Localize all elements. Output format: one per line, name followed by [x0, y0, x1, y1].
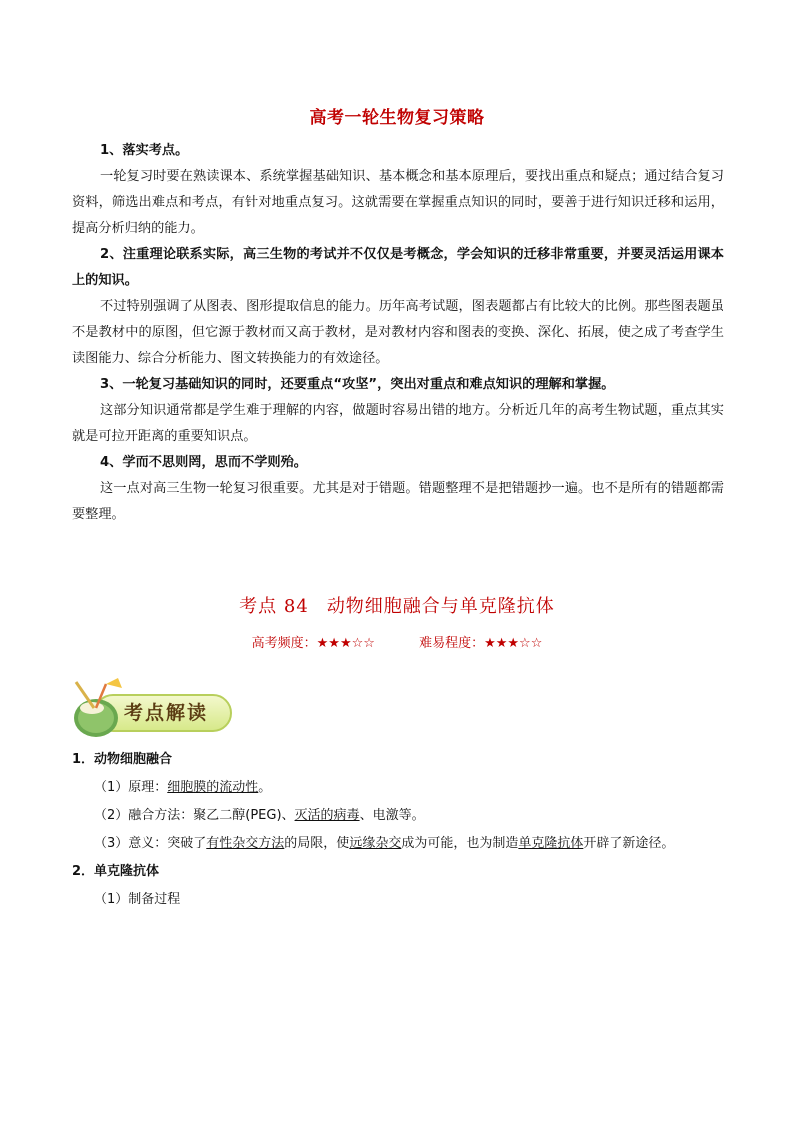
principle-prefix: （1）原理： [94, 780, 168, 795]
difficulty-rating [419, 632, 542, 651]
sig-underlined-1: 有性杂交方法 [206, 836, 285, 851]
frequency-stars [317, 636, 375, 651]
strategy-heading-3: 3、一轮复习基础知识的同时，还要重点“攻坚”，突出对重点和难点知识的理解和掌握。 [100, 377, 615, 392]
sig-d: 开辟了新途径。 [583, 836, 675, 851]
star-empty-icon: ☆ [351, 636, 364, 651]
frequency-rating [252, 632, 375, 651]
strategy-section [72, 138, 724, 528]
star-filled-icon: ★ [339, 636, 352, 651]
method-prefix: （2）融合方法：聚乙二醇(PEG)、 [94, 808, 295, 823]
difficulty-stars [484, 636, 542, 651]
content-method [72, 802, 732, 830]
content-section [72, 746, 732, 914]
principle-underlined: 细胞膜的流动性 [167, 780, 259, 795]
content-significance [72, 830, 732, 858]
star-filled-icon: ★ [507, 636, 520, 651]
content-heading-1: 1．动物细胞融合 [72, 752, 173, 767]
strategy-para-3: 这部分知识通常都是学生难于理解的内容，做题时容易出错的地方。分析近几年的高考生物试题，重点其实就是可拉开距离的重要知识点。 [72, 403, 724, 444]
strategy-para-2: 不过特别强调了从图表、图形提取信息的能力。历年高考试题，图表题都占有比较大的比例。那些图表题虽不是教材中的原图，但它源于教材而又高于教材，是对教材内容和图表的变换、深化、拓展，使之成了考查学生读图能力、综合分析能力、图文转换能力的有效途径。 [72, 299, 724, 366]
star-empty-icon: ☆ [363, 636, 375, 651]
method-suffix: 、电激等。 [359, 808, 425, 823]
sig-underlined-3: 单克隆抗体 [518, 836, 584, 851]
sig-a: （3）意义：突破了 [94, 836, 207, 851]
kaodian-badge [66, 678, 234, 740]
sig-underlined-2: 远缘杂交 [349, 836, 402, 851]
star-empty-icon: ☆ [519, 636, 531, 651]
sig-b: 的局限，使 [284, 836, 350, 851]
badge-label: 考点解读 [124, 702, 209, 724]
content-heading-2: 2．单克隆抗体 [72, 864, 160, 879]
content-prep: （1）制备过程 [94, 892, 181, 907]
page-title: 高考一轮生物复习策略 [309, 108, 485, 128]
method-underlined: 灭活的病毒 [294, 808, 360, 823]
kaodian-meta [0, 632, 794, 651]
kaodian-name: 动物细胞融合与单克隆抗体 [326, 596, 555, 617]
star-filled-icon: ★ [484, 636, 496, 651]
kaodian-number: 考点 84 [239, 596, 309, 617]
strategy-heading-4: 4、学而不思则罔，思而不学则殆。 [100, 455, 307, 470]
strategy-heading-2: 2、注重理论联系实际，高三生物的考试并不仅仅是考概念，学会知识的迁移非常重要，并要灵活运用课本上的知识。 [72, 247, 724, 288]
kaodian-title [0, 592, 794, 618]
strategy-para-4: 这一点对高三生物一轮复习很重要。尤其是对于错题。错题整理不是把错题抄一遍。也不是所有的错题都需要整理。 [72, 481, 724, 522]
sig-c: 成为可能，也为制造 [401, 836, 519, 851]
strategy-para-1: 一轮复习时要在熟读课本、系统掌握基础知识、基本概念和基本原理后，要找出重点和疑点；通过结合复习资料，筛选出难点和考点，有针对地重点复习。这就需要在掌握重点知识的同时，要善于进行知识迁移和运用，提高分析归纳的能力。 [72, 169, 724, 236]
star-filled-icon: ★ [316, 636, 329, 651]
principle-suffix: 。 [258, 780, 272, 795]
frequency-label: 高考频度： [251, 636, 317, 651]
star-empty-icon: ☆ [530, 636, 543, 651]
star-filled-icon: ★ [495, 636, 508, 651]
star-filled-icon: ★ [328, 636, 340, 651]
strategy-heading-1: 1、落实考点。 [100, 143, 189, 158]
content-principle [72, 774, 732, 802]
difficulty-label: 难易程度： [419, 636, 485, 651]
